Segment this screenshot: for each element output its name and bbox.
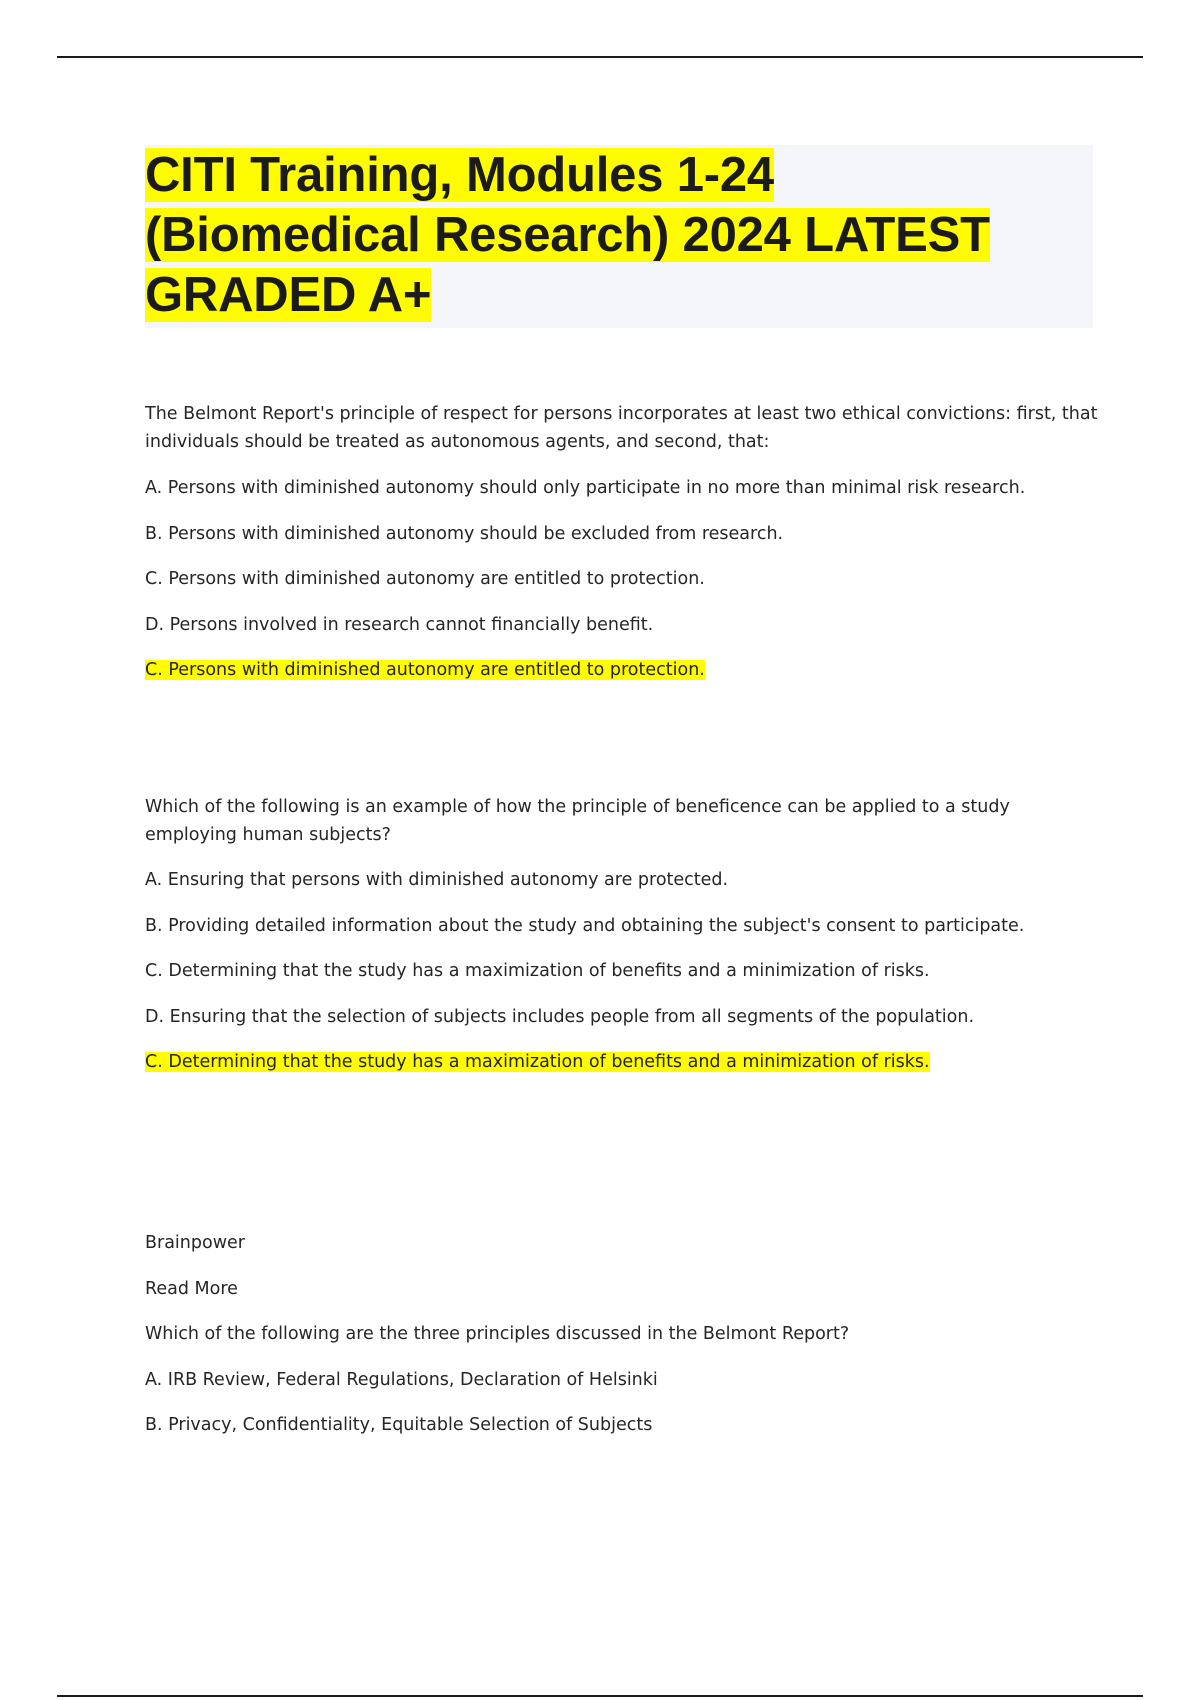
title-line-3: GRADED A+ bbox=[145, 268, 432, 322]
question-2-option-c: C. Determining that the study has a maximization of benefits and a minimization of risks. bbox=[145, 961, 930, 981]
question-3-prompt: Which of the following are the three principles discussed in the Belmont Report? bbox=[145, 1324, 850, 1344]
question-1-prompt: The Belmont Report's principle of respect for persons incorporates at least two ethical convictions: first, that individuals should be treated as autonomous agents, and second, that: bbox=[145, 404, 1098, 452]
question-1-option-c: C. Persons with diminished autonomy are entitled to protection. bbox=[145, 569, 705, 589]
title-line-1: CITI Training, Modules 1-24 bbox=[145, 148, 774, 202]
document-title bbox=[145, 145, 1093, 325]
question-1-option-a: A. Persons with diminished autonomy should only participate in no more than minimal risk research. bbox=[145, 478, 1026, 498]
title-block bbox=[145, 145, 1093, 328]
question-2-answer-highlight: C. Determining that the study has a maximization of benefits and a minimization of risks. bbox=[145, 1052, 930, 1072]
question-2-option-b: B. Providing detailed information about the study and obtaining the subject's consent to participate. bbox=[145, 916, 1025, 936]
question-2-option-a: A. Ensuring that persons with diminished autonomy are protected. bbox=[145, 870, 729, 890]
question-1-answer-highlight: C. Persons with diminished autonomy are entitled to protection. bbox=[145, 660, 705, 680]
bottom-divider bbox=[57, 1695, 1143, 1697]
title-line-2: (Biomedical Research) 2024 LATEST bbox=[145, 208, 990, 262]
question-3-option-a: A. IRB Review, Federal Regulations, Declaration of Helsinki bbox=[145, 1370, 658, 1390]
question-1-option-b: B. Persons with diminished autonomy should be excluded from research. bbox=[145, 524, 784, 544]
read-more-link[interactable]: Read More bbox=[145, 1279, 238, 1299]
question-3-option-b: B. Privacy, Confidentiality, Equitable Selection of Subjects bbox=[145, 1415, 653, 1435]
top-divider bbox=[57, 56, 1143, 58]
question-2-answer bbox=[145, 1048, 1105, 1076]
brainpower-label: Brainpower bbox=[145, 1233, 245, 1253]
question-1-option-d: D. Persons involved in research cannot financially benefit. bbox=[145, 615, 654, 635]
question-1-answer bbox=[145, 656, 1105, 684]
question-2-prompt: Which of the following is an example of how the principle of beneficence can be applied to a study employing human subjects? bbox=[145, 797, 1010, 845]
question-2-option-d: D. Ensuring that the selection of subjects includes people from all segments of the population. bbox=[145, 1007, 975, 1027]
